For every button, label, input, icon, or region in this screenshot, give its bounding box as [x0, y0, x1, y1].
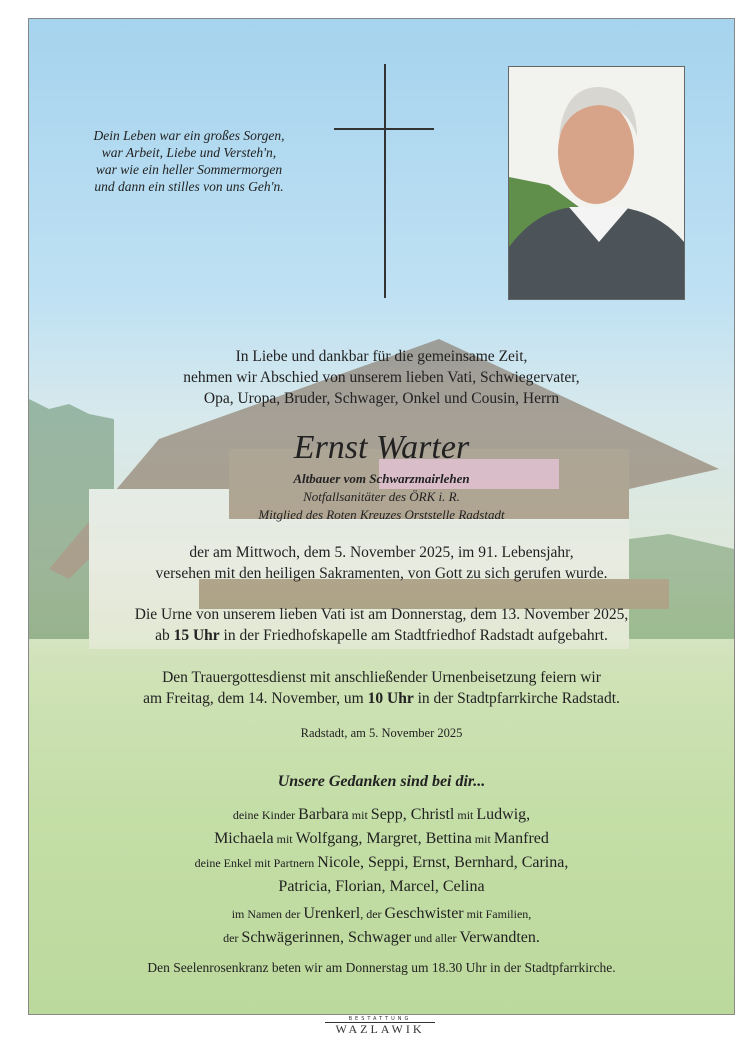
- memorial-poem: [59, 127, 319, 195]
- t: Schwägerinnen, Schwager: [241, 929, 412, 946]
- funeral-home-logo: [300, 1016, 460, 1036]
- t: Verwandten.: [459, 929, 540, 946]
- text: in der Stadtpfarrkirche Radstadt.: [413, 690, 620, 707]
- t: Sepp: [370, 806, 403, 823]
- place-date: Radstadt, am 5. November 2025: [300, 726, 463, 740]
- mass-line: Den Trauergottesdienst mit anschließender Urnenbeisetzung feiern wir: [162, 669, 601, 686]
- poem-line: Dein Leben war ein großes Sorgen,: [93, 128, 285, 143]
- t: Urenkerl: [303, 905, 361, 922]
- t: mit: [273, 832, 296, 846]
- rosary-notice: Den Seelenrosenkranz beten wir am Donnerstag um 18.30 Uhr in der Stadtpfarrkirche.: [147, 960, 616, 975]
- t: der: [223, 931, 242, 945]
- urn-time: 15 Uhr: [173, 627, 220, 644]
- t: ,: [417, 830, 426, 847]
- title-line: Altbauer vom Schwarzmairlehen: [293, 471, 470, 486]
- portrait-photo: [508, 66, 685, 300]
- thoughts-heading: Unsere Gedanken sind bei dir...: [277, 773, 486, 790]
- t: mit: [471, 832, 494, 846]
- t: , der: [360, 907, 385, 921]
- text: ab: [155, 627, 174, 644]
- t: Christl: [410, 806, 455, 823]
- t: Michaela: [214, 830, 274, 847]
- mass-notice: [29, 667, 734, 709]
- death-line: versehen mit den heiligen Sakramenten, von Gott zu sich gerufen wurde.: [155, 565, 608, 582]
- t: deine Kinder: [232, 808, 299, 822]
- poem-line: und dann ein stilles von uns Geh'n.: [94, 179, 284, 194]
- urn-notice: [29, 604, 734, 646]
- intro-line: In Liebe und dankbar für die gemeinsame Zeit,: [235, 348, 528, 365]
- t: deine Enkel mit Partnern: [194, 856, 318, 870]
- t: im Namen der: [231, 907, 304, 921]
- intro-line: Opa, Uropa, Bruder, Schwager, Onkel und Cousin, Herrn: [203, 390, 560, 407]
- logo-name: WAZLAWIK: [335, 1022, 425, 1036]
- family-list: [29, 803, 734, 950]
- t: Manfred: [493, 830, 549, 847]
- t: ,: [358, 830, 367, 847]
- t: mit: [454, 808, 477, 822]
- intro-line: nehmen wir Abschied von unserem lieben Vati, Schwiegervater,: [183, 369, 580, 386]
- death-line: der am Mittwoch, dem 5. November 2025, im 91. Lebensjahr,: [189, 544, 574, 561]
- mass-time: 10 Uhr: [367, 690, 414, 707]
- t: und aller: [411, 931, 460, 945]
- t: Barbara: [298, 806, 349, 823]
- t: Nicole, Seppi, Ernst, Bernhard, Carina,: [317, 854, 569, 871]
- title-line: Notfallsanitäter des ÖRK i. R.: [303, 489, 460, 504]
- t: mit Familien,: [463, 907, 532, 921]
- t: Wolfgang: [295, 830, 359, 847]
- t: Ludwig: [476, 806, 527, 823]
- death-notice: [29, 542, 734, 584]
- t: mit: [348, 808, 371, 822]
- intro-text: [29, 346, 734, 409]
- poem-line: war Arbeit, Liebe und Versteh'n,: [101, 145, 277, 160]
- t: Geschwister: [384, 905, 464, 922]
- deceased-name: Ernst Warter: [293, 429, 470, 466]
- text: in der Friedhofskapelle am Stadtfriedhof Radstadt aufgebahrt.: [219, 627, 608, 644]
- titles: [29, 470, 734, 524]
- t: ,: [526, 806, 531, 823]
- logo-top: BESTATTUNG: [348, 1016, 412, 1022]
- t: ,: [402, 806, 411, 823]
- t: Bettina: [425, 830, 472, 847]
- title-line: Mitglied des Roten Kreuzes Orststelle Radstadt: [258, 507, 505, 522]
- poem-line: war wie ein heller Sommermorgen: [95, 162, 283, 177]
- text: am Freitag, dem 14. November, um: [143, 690, 368, 707]
- t: Patricia, Florian, Marcel, Celina: [278, 878, 485, 895]
- t: Margret: [366, 830, 418, 847]
- obituary-card: [28, 18, 735, 1015]
- urn-line: Die Urne von unserem lieben Vati ist am Donnerstag, dem 13. November 2025,: [134, 606, 629, 623]
